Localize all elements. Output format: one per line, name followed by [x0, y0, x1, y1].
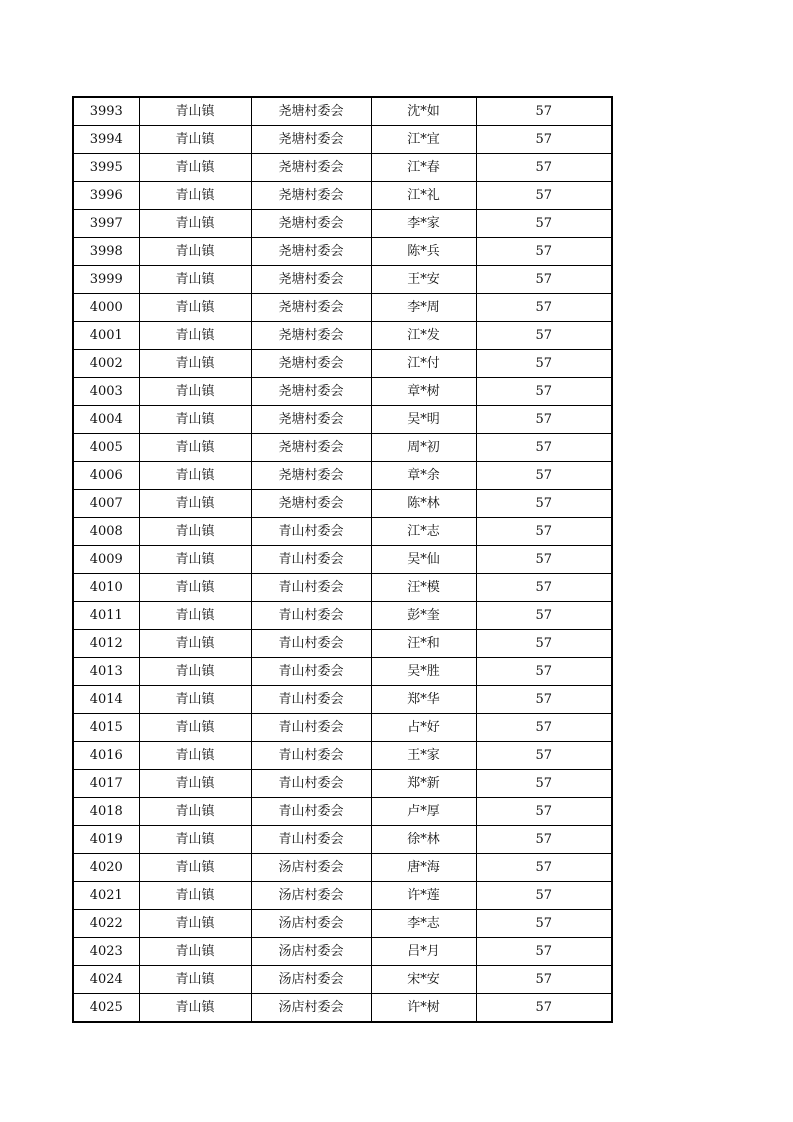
cell-value: 57: [476, 154, 612, 182]
cell-value: 57: [476, 238, 612, 266]
cell-town: 青山镇: [139, 938, 251, 966]
cell-village: 青山村委会: [251, 574, 371, 602]
table-row: [73, 266, 612, 294]
cell-value: 57: [476, 97, 612, 126]
cell-town: 青山镇: [139, 434, 251, 462]
cell-id: 4008: [73, 518, 139, 546]
cell-town: 青山镇: [139, 97, 251, 126]
cell-id: 4024: [73, 966, 139, 994]
cell-village: 青山村委会: [251, 686, 371, 714]
cell-village: 汤店村委会: [251, 882, 371, 910]
cell-id: 4025: [73, 994, 139, 1023]
cell-town: 青山镇: [139, 966, 251, 994]
cell-village: 汤店村委会: [251, 994, 371, 1023]
table-row: [73, 378, 612, 406]
table-row: [73, 322, 612, 350]
cell-value: 57: [476, 854, 612, 882]
cell-name: 沈*如: [371, 97, 476, 126]
cell-town: 青山镇: [139, 378, 251, 406]
cell-name: 王*家: [371, 742, 476, 770]
cell-village: 青山村委会: [251, 770, 371, 798]
table-row: [73, 938, 612, 966]
cell-village: 尧塘村委会: [251, 238, 371, 266]
cell-value: 57: [476, 322, 612, 350]
cell-village: 尧塘村委会: [251, 378, 371, 406]
cell-name: 吕*月: [371, 938, 476, 966]
table-row: [73, 854, 612, 882]
cell-value: 57: [476, 350, 612, 378]
cell-town: 青山镇: [139, 546, 251, 574]
cell-name: 章*树: [371, 378, 476, 406]
cell-id: 4010: [73, 574, 139, 602]
cell-name: 王*安: [371, 266, 476, 294]
cell-name: 周*初: [371, 434, 476, 462]
cell-id: 4017: [73, 770, 139, 798]
cell-name: 唐*海: [371, 854, 476, 882]
table-row: [73, 434, 612, 462]
cell-value: 57: [476, 770, 612, 798]
table-row: [73, 966, 612, 994]
table-row: [73, 294, 612, 322]
cell-name: 宋*安: [371, 966, 476, 994]
cell-village: 青山村委会: [251, 602, 371, 630]
cell-village: 青山村委会: [251, 798, 371, 826]
cell-name: 吴*明: [371, 406, 476, 434]
cell-value: 57: [476, 686, 612, 714]
table-row: [73, 490, 612, 518]
table-row: [73, 350, 612, 378]
table-row: [73, 770, 612, 798]
cell-id: 4012: [73, 630, 139, 658]
cell-name: 江*礼: [371, 182, 476, 210]
cell-value: 57: [476, 406, 612, 434]
cell-town: 青山镇: [139, 210, 251, 238]
table-row: [73, 686, 612, 714]
cell-town: 青山镇: [139, 630, 251, 658]
cell-village: 青山村委会: [251, 714, 371, 742]
cell-value: 57: [476, 266, 612, 294]
cell-village: 汤店村委会: [251, 910, 371, 938]
cell-name: 陈*兵: [371, 238, 476, 266]
cell-village: 尧塘村委会: [251, 182, 371, 210]
cell-value: 57: [476, 574, 612, 602]
cell-value: 57: [476, 910, 612, 938]
cell-id: 3994: [73, 126, 139, 154]
cell-town: 青山镇: [139, 490, 251, 518]
cell-name: 汪*和: [371, 630, 476, 658]
cell-value: 57: [476, 602, 612, 630]
cell-id: 4002: [73, 350, 139, 378]
cell-name: 江*春: [371, 154, 476, 182]
cell-town: 青山镇: [139, 154, 251, 182]
cell-value: 57: [476, 462, 612, 490]
cell-name: 郑*新: [371, 770, 476, 798]
cell-value: 57: [476, 994, 612, 1023]
data-table: [72, 96, 613, 1023]
cell-id: 3995: [73, 154, 139, 182]
cell-town: 青山镇: [139, 322, 251, 350]
cell-village: 尧塘村委会: [251, 126, 371, 154]
cell-village: 尧塘村委会: [251, 322, 371, 350]
cell-value: 57: [476, 798, 612, 826]
table-row: [73, 798, 612, 826]
table-row: [73, 602, 612, 630]
table-row: [73, 910, 612, 938]
cell-village: 青山村委会: [251, 546, 371, 574]
cell-town: 青山镇: [139, 182, 251, 210]
cell-village: 青山村委会: [251, 518, 371, 546]
cell-id: 4014: [73, 686, 139, 714]
cell-village: 尧塘村委会: [251, 434, 371, 462]
cell-village: 青山村委会: [251, 658, 371, 686]
cell-id: 4013: [73, 658, 139, 686]
cell-name: 汪*模: [371, 574, 476, 602]
cell-village: 青山村委会: [251, 826, 371, 854]
cell-town: 青山镇: [139, 294, 251, 322]
cell-town: 青山镇: [139, 826, 251, 854]
cell-id: 4019: [73, 826, 139, 854]
table-row: [73, 714, 612, 742]
cell-id: 3999: [73, 266, 139, 294]
cell-village: 尧塘村委会: [251, 154, 371, 182]
cell-id: 4023: [73, 938, 139, 966]
cell-village: 尧塘村委会: [251, 266, 371, 294]
cell-town: 青山镇: [139, 266, 251, 294]
cell-id: 4003: [73, 378, 139, 406]
cell-id: 3996: [73, 182, 139, 210]
cell-value: 57: [476, 378, 612, 406]
cell-village: 汤店村委会: [251, 938, 371, 966]
cell-id: 4018: [73, 798, 139, 826]
cell-id: 4005: [73, 434, 139, 462]
cell-village: 汤店村委会: [251, 854, 371, 882]
cell-value: 57: [476, 210, 612, 238]
cell-value: 57: [476, 966, 612, 994]
table-row: [73, 238, 612, 266]
cell-name: 吴*胜: [371, 658, 476, 686]
cell-id: 4015: [73, 714, 139, 742]
cell-id: 4022: [73, 910, 139, 938]
cell-town: 青山镇: [139, 602, 251, 630]
cell-value: 57: [476, 294, 612, 322]
cell-name: 李*周: [371, 294, 476, 322]
cell-town: 青山镇: [139, 462, 251, 490]
cell-value: 57: [476, 882, 612, 910]
cell-name: 许*树: [371, 994, 476, 1023]
cell-id: 4007: [73, 490, 139, 518]
table-row: [73, 574, 612, 602]
cell-value: 57: [476, 434, 612, 462]
table-row: [73, 658, 612, 686]
cell-id: 4011: [73, 602, 139, 630]
cell-name: 李*家: [371, 210, 476, 238]
cell-value: 57: [476, 546, 612, 574]
cell-name: 卢*厚: [371, 798, 476, 826]
cell-value: 57: [476, 630, 612, 658]
cell-town: 青山镇: [139, 574, 251, 602]
cell-village: 尧塘村委会: [251, 350, 371, 378]
cell-name: 江*志: [371, 518, 476, 546]
cell-value: 57: [476, 714, 612, 742]
cell-town: 青山镇: [139, 686, 251, 714]
cell-id: 3998: [73, 238, 139, 266]
cell-town: 青山镇: [139, 742, 251, 770]
cell-id: 4001: [73, 322, 139, 350]
cell-id: 4000: [73, 294, 139, 322]
cell-name: 占*好: [371, 714, 476, 742]
cell-name: 章*余: [371, 462, 476, 490]
cell-town: 青山镇: [139, 770, 251, 798]
cell-name: 吴*仙: [371, 546, 476, 574]
cell-village: 汤店村委会: [251, 966, 371, 994]
cell-village: 尧塘村委会: [251, 490, 371, 518]
cell-town: 青山镇: [139, 350, 251, 378]
table-row: [73, 462, 612, 490]
table-row: [73, 826, 612, 854]
table-body: [73, 97, 612, 1022]
cell-value: 57: [476, 658, 612, 686]
cell-value: 57: [476, 490, 612, 518]
cell-name: 徐*林: [371, 826, 476, 854]
cell-town: 青山镇: [139, 798, 251, 826]
cell-village: 尧塘村委会: [251, 462, 371, 490]
table-row: [73, 406, 612, 434]
cell-town: 青山镇: [139, 994, 251, 1023]
cell-village: 青山村委会: [251, 742, 371, 770]
cell-id: 4004: [73, 406, 139, 434]
cell-town: 青山镇: [139, 854, 251, 882]
cell-name: 许*莲: [371, 882, 476, 910]
cell-town: 青山镇: [139, 882, 251, 910]
cell-value: 57: [476, 182, 612, 210]
cell-name: 江*付: [371, 350, 476, 378]
cell-name: 李*志: [371, 910, 476, 938]
table-row: [73, 994, 612, 1023]
table-row: [73, 97, 612, 126]
cell-village: 青山村委会: [251, 630, 371, 658]
table-row: [73, 882, 612, 910]
cell-id: 4016: [73, 742, 139, 770]
table-row: [73, 154, 612, 182]
table-row: [73, 126, 612, 154]
table-row: [73, 546, 612, 574]
cell-town: 青山镇: [139, 518, 251, 546]
cell-name: 陈*林: [371, 490, 476, 518]
cell-value: 57: [476, 518, 612, 546]
cell-id: 4009: [73, 546, 139, 574]
table-row: [73, 630, 612, 658]
cell-name: 江*发: [371, 322, 476, 350]
cell-value: 57: [476, 826, 612, 854]
cell-town: 青山镇: [139, 238, 251, 266]
cell-name: 彭*奎: [371, 602, 476, 630]
table-row: [73, 210, 612, 238]
cell-id: 4021: [73, 882, 139, 910]
cell-id: 4020: [73, 854, 139, 882]
cell-value: 57: [476, 938, 612, 966]
cell-value: 57: [476, 126, 612, 154]
cell-village: 尧塘村委会: [251, 97, 371, 126]
cell-name: 郑*华: [371, 686, 476, 714]
cell-town: 青山镇: [139, 910, 251, 938]
table-row: [73, 182, 612, 210]
table-row: [73, 518, 612, 546]
cell-town: 青山镇: [139, 406, 251, 434]
cell-id: 3993: [73, 97, 139, 126]
cell-town: 青山镇: [139, 126, 251, 154]
cell-village: 尧塘村委会: [251, 210, 371, 238]
table-row: [73, 742, 612, 770]
cell-town: 青山镇: [139, 714, 251, 742]
cell-town: 青山镇: [139, 658, 251, 686]
cell-value: 57: [476, 742, 612, 770]
cell-id: 4006: [73, 462, 139, 490]
cell-village: 尧塘村委会: [251, 406, 371, 434]
cell-id: 3997: [73, 210, 139, 238]
cell-name: 江*宜: [371, 126, 476, 154]
cell-village: 尧塘村委会: [251, 294, 371, 322]
